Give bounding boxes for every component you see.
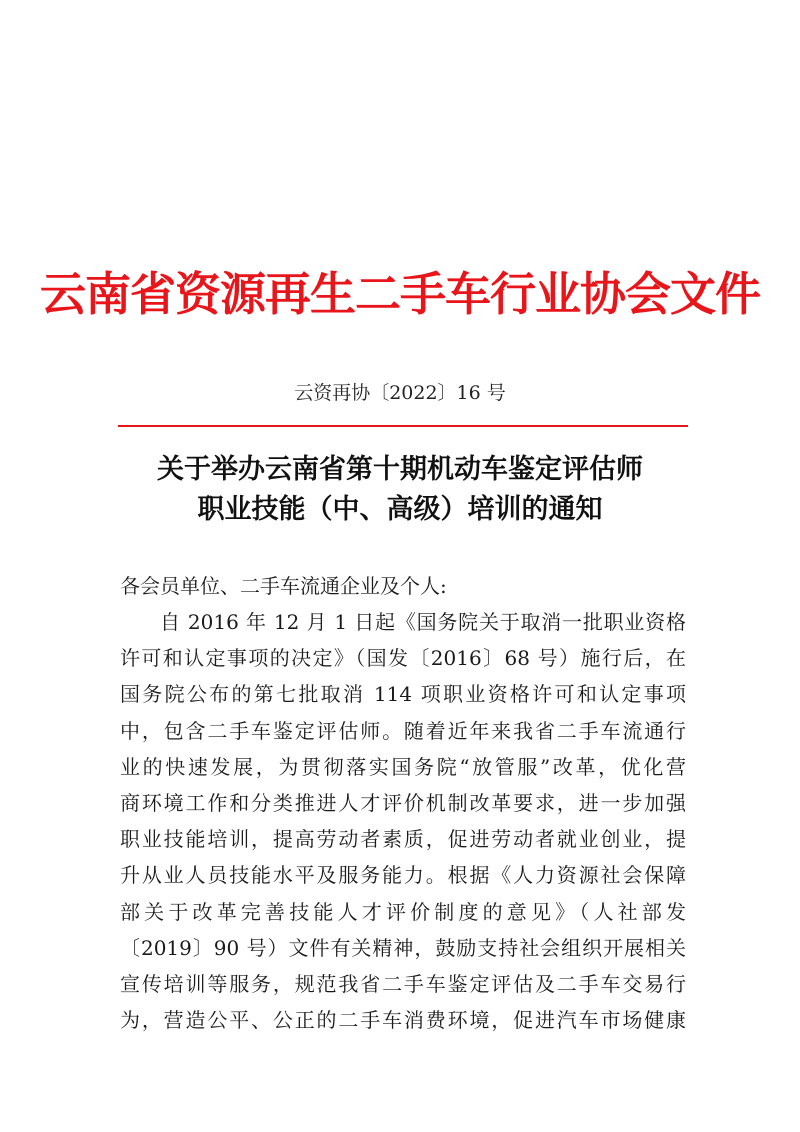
body-line: 部关于改革完善技能人才评价制度的意见》（人社部发 bbox=[120, 899, 686, 924]
red-divider bbox=[118, 425, 688, 427]
body-paragraph bbox=[120, 604, 686, 1038]
salutation: 各会员单位、二手车流通企业及个人: bbox=[120, 574, 447, 598]
body-line: 许可和认定事项的决定》（国发〔2016〕68 号）施行后，在 bbox=[120, 646, 686, 671]
notice-title-line: 关于举办云南省第十期机动车鉴定评估师 bbox=[157, 454, 643, 485]
body-line: 自 2016 年 12 月 1 日起《国务院关于取消一批职业资格 bbox=[160, 610, 686, 634]
body-line: 升从业人员技能水平及服务能力。根据《人力资源社会保障 bbox=[120, 863, 686, 888]
issuer-header: 云南省资源再生二手车行业协会文件 bbox=[40, 267, 760, 321]
body-line: 国务院公布的第七批取消 114 项职业资格许可和认定事项 bbox=[120, 682, 686, 707]
body-line: 职业技能培训，提高劳动者素质，促进劳动者就业创业，提 bbox=[120, 827, 686, 852]
notice-title-line: 职业技能（中、高级）培训的通知 bbox=[197, 494, 603, 525]
body-line: 商环境工作和分类推进人才评价机制改革要求，进一步加强 bbox=[120, 791, 686, 816]
body-line: 业的快速发展，为贯彻落实国务院“放管服”改革，优化营 bbox=[120, 754, 686, 779]
body-line: 为，营造公平、公正的二手车消费环境，促进汽车市场健康 bbox=[120, 1008, 686, 1033]
notice-title bbox=[0, 450, 800, 530]
document-number: 云资再协〔2022〕16 号 bbox=[294, 382, 506, 404]
body-line: 中，包含二手车鉴定评估师。随着近年来我省二手车流通行 bbox=[120, 718, 686, 743]
body-line: 宣传培训等服务，规范我省二手车鉴定评估及二手车交易行 bbox=[120, 972, 686, 997]
body-line: 〔2019〕90 号）文件有关精神，鼓励支持社会组织开展相关 bbox=[120, 935, 686, 960]
